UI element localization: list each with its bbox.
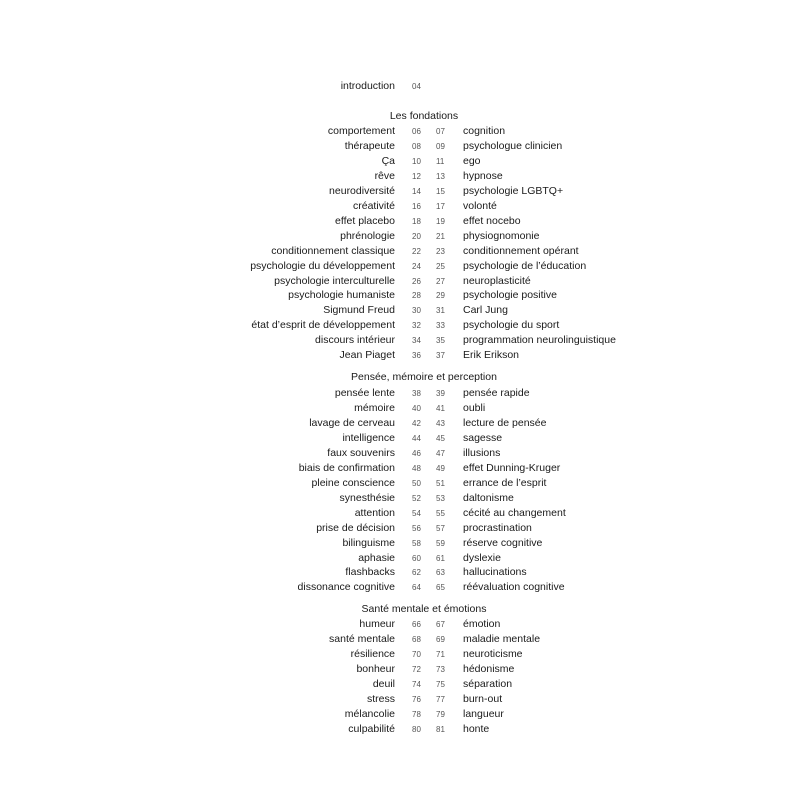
left-entry: rêve [374, 169, 395, 182]
left-page: 36 [412, 351, 421, 361]
left-entry: conditionnement classique [271, 244, 395, 257]
toc-row [0, 318, 800, 333]
toc-row [0, 259, 800, 274]
left-entry: psychologie humaniste [288, 289, 395, 302]
right-entry: langueur [463, 707, 504, 720]
right-entry: ego [463, 154, 481, 167]
left-entry: flashbacks [345, 566, 395, 579]
right-entry: hypnose [463, 169, 503, 182]
right-entry: maladie mentale [463, 633, 541, 645]
left-entry: attention [354, 506, 395, 519]
right-page: 63 [436, 568, 445, 578]
left-entry: prise de décision [316, 521, 395, 534]
toc-row [0, 722, 800, 737]
right-entry: daltonisme [463, 491, 514, 504]
right-page: 67 [436, 620, 445, 629]
toc-row [0, 662, 800, 677]
right-page: 41 [436, 403, 445, 413]
toc-row [0, 139, 800, 154]
left-page: 30 [412, 306, 421, 316]
intro-row [0, 79, 800, 94]
right-page: 75 [436, 679, 445, 689]
left-page: 76 [412, 694, 421, 704]
toc-row [0, 199, 800, 214]
left-entry: phrénologie [340, 229, 395, 242]
left-entry: humeur [359, 618, 395, 630]
right-entry: sagesse [463, 431, 503, 444]
right-page: 21 [436, 231, 445, 241]
left-page: 58 [412, 538, 421, 548]
left-entry: dissonance cognitive [297, 581, 395, 594]
right-entry: réserve cognitive [463, 536, 543, 549]
right-page: 81 [436, 724, 445, 734]
toc-row [0, 677, 800, 692]
toc-row [0, 184, 800, 199]
toc-row [0, 521, 800, 536]
right-entry: oubli [463, 401, 486, 414]
right-page: 69 [436, 635, 445, 644]
right-page: 11 [436, 156, 445, 166]
right-entry: Erik Erikson [463, 349, 520, 362]
left-entry: Ça [381, 154, 395, 167]
right-page: 35 [436, 336, 445, 346]
left-page: 26 [412, 276, 421, 286]
left-entry: lavage de cerveau [309, 416, 395, 429]
left-entry: psychologie du développement [250, 259, 395, 272]
toc-row [0, 229, 800, 244]
right-page: 43 [436, 418, 445, 428]
left-page: 78 [412, 709, 421, 719]
right-page: 47 [436, 448, 445, 458]
right-entry: hédonisme [463, 662, 515, 675]
right-entry: psychologie du sport [463, 319, 560, 332]
toc-row [0, 431, 800, 446]
left-entry: Sigmund Freud [323, 304, 395, 317]
right-page: 23 [436, 246, 445, 256]
left-page: 56 [412, 523, 421, 533]
toc-row [0, 124, 800, 139]
right-page: 07 [436, 127, 445, 136]
right-entry: effet Dunning-Kruger [463, 461, 561, 474]
right-page: 61 [436, 553, 445, 563]
right-page: 55 [436, 508, 445, 518]
right-page: 09 [436, 141, 445, 151]
right-entry: psychologue clinicien [463, 139, 563, 152]
right-page: 65 [436, 583, 445, 593]
toc-row [0, 244, 800, 259]
toc-row [0, 303, 800, 318]
left-page: 46 [412, 448, 421, 458]
right-page: 33 [436, 321, 445, 331]
left-page: 44 [412, 433, 421, 443]
left-page: 06 [412, 127, 421, 136]
toc-row [0, 348, 800, 363]
toc-row [0, 476, 800, 491]
right-page: 29 [436, 291, 445, 301]
left-page: 08 [412, 141, 421, 151]
left-page: 54 [412, 508, 421, 518]
toc-row [0, 506, 800, 521]
right-page: 57 [436, 523, 445, 533]
left-page: 20 [412, 231, 421, 241]
right-page: 31 [436, 306, 445, 316]
right-entry: effet nocebo [463, 214, 521, 227]
left-entry: état d’esprit de développement [251, 319, 395, 332]
left-page: 72 [412, 664, 421, 674]
left-page: 12 [412, 171, 421, 181]
toc-row [0, 169, 800, 184]
right-page: 17 [436, 201, 445, 211]
left-entry: pensée lente [334, 387, 395, 399]
left-page: 14 [412, 186, 421, 196]
toc-row [0, 491, 800, 506]
left-entry: deuil [372, 677, 395, 690]
section-title: Les fondations [389, 110, 459, 122]
right-entry: lecture de pensée [463, 416, 547, 429]
intro-label: introduction [340, 80, 395, 92]
right-entry: conditionnement opérant [463, 244, 579, 257]
left-page: 28 [412, 291, 421, 301]
right-entry: honte [463, 722, 490, 735]
left-page: 74 [412, 679, 421, 689]
left-page: 32 [412, 321, 421, 331]
right-entry: volonté [463, 199, 497, 212]
left-entry: bonheur [356, 662, 395, 675]
left-page: 60 [412, 553, 421, 563]
right-page: 27 [436, 276, 445, 286]
left-page: 68 [412, 635, 421, 644]
right-entry: psychologie positive [463, 289, 557, 302]
right-page: 45 [436, 433, 445, 443]
right-page: 15 [436, 186, 445, 196]
right-page: 25 [436, 261, 445, 271]
left-page: 70 [412, 649, 421, 659]
left-page: 50 [412, 478, 421, 488]
right-entry: hallucinations [463, 566, 527, 579]
left-page: 10 [412, 156, 421, 166]
left-entry: mémoire [354, 401, 395, 414]
right-page: 19 [436, 216, 445, 226]
left-page: 42 [412, 418, 421, 428]
right-entry: Carl Jung [463, 304, 508, 317]
toc-row [0, 401, 800, 416]
right-entry: cognition [463, 125, 506, 137]
left-page: 40 [412, 403, 421, 413]
toc-row [0, 536, 800, 551]
left-entry: santé mentale [329, 633, 395, 645]
right-page: 37 [436, 351, 445, 361]
right-entry: neuroplasticité [463, 274, 531, 287]
left-entry: aphasie [358, 551, 395, 564]
left-page: 48 [412, 463, 421, 473]
right-entry: psychologie LGBTQ+ [463, 184, 564, 197]
left-entry: comportement [327, 125, 395, 137]
left-page: 22 [412, 246, 421, 256]
right-entry: cécité au changement [463, 506, 566, 519]
right-entry: burn-out [463, 692, 503, 705]
toc-row [0, 446, 800, 461]
left-page: 16 [412, 201, 421, 211]
right-page: 79 [436, 709, 445, 719]
toc-row [0, 647, 800, 662]
left-page: 66 [412, 620, 421, 629]
left-entry: faux souvenirs [327, 446, 395, 459]
right-page: 51 [436, 478, 445, 488]
toc-row [0, 692, 800, 707]
toc-row [0, 707, 800, 722]
right-page: 39 [436, 389, 445, 398]
toc-row [0, 214, 800, 229]
left-page: 64 [412, 583, 421, 593]
left-entry: biais de confirmation [298, 461, 395, 474]
toc-row [0, 288, 800, 303]
intro-page: 04 [412, 82, 421, 91]
right-page: 53 [436, 493, 445, 503]
left-entry: discours intérieur [315, 334, 395, 347]
left-entry: psychologie interculturelle [274, 274, 395, 287]
left-entry: thérapeute [344, 139, 395, 152]
toc-row [0, 416, 800, 431]
right-entry: programmation neurolinguistique [463, 334, 616, 347]
toc-row [0, 386, 800, 401]
left-entry: stress [366, 692, 395, 705]
toc-row [0, 154, 800, 169]
left-page: 62 [412, 568, 421, 578]
toc-row [0, 565, 800, 580]
toc-row [0, 580, 800, 595]
right-entry: pensée rapide [463, 387, 530, 399]
left-page: 80 [412, 724, 421, 734]
left-entry: créativité [352, 199, 395, 212]
section-title: Pensée, mémoire et perception [351, 371, 497, 383]
left-entry: mélancolie [344, 707, 395, 720]
left-page: 18 [412, 216, 421, 226]
left-page: 38 [412, 389, 421, 398]
left-page: 34 [412, 336, 421, 346]
toc-row [0, 461, 800, 476]
left-entry: intelligence [342, 431, 395, 444]
toc-row [0, 274, 800, 289]
right-page: 49 [436, 463, 445, 473]
toc-row [0, 333, 800, 348]
right-page: 73 [436, 664, 445, 674]
section-title: Santé mentale et émotions [361, 603, 487, 615]
right-entry: physiognomonie [463, 229, 540, 242]
right-entry: errance de l’esprit [463, 476, 547, 489]
right-entry: séparation [463, 677, 513, 690]
left-entry: bilinguisme [342, 536, 395, 549]
right-entry: procrastination [463, 521, 532, 534]
right-page: 13 [436, 171, 445, 181]
right-page: 71 [436, 649, 445, 659]
left-page: 24 [412, 261, 421, 271]
right-page: 77 [436, 694, 445, 704]
toc-row [0, 551, 800, 566]
toc-row [0, 632, 800, 647]
left-entry: Jean Piaget [339, 349, 395, 362]
right-entry: illusions [463, 446, 501, 459]
toc-row [0, 617, 800, 632]
right-page: 59 [436, 538, 445, 548]
right-entry: émotion [463, 618, 501, 630]
left-entry: pleine conscience [311, 476, 395, 489]
right-entry: dyslexie [463, 551, 501, 564]
left-entry: neurodiversité [329, 184, 395, 197]
left-entry: synesthésie [339, 491, 395, 504]
left-entry: résilience [350, 647, 395, 660]
left-entry: culpabilité [348, 722, 395, 735]
right-entry: réévaluation cognitive [463, 581, 565, 594]
left-entry: effet placebo [335, 214, 395, 227]
left-page: 52 [412, 493, 421, 503]
right-entry: neuroticisme [463, 647, 523, 660]
right-entry: psychologie de l’éducation [463, 259, 587, 272]
